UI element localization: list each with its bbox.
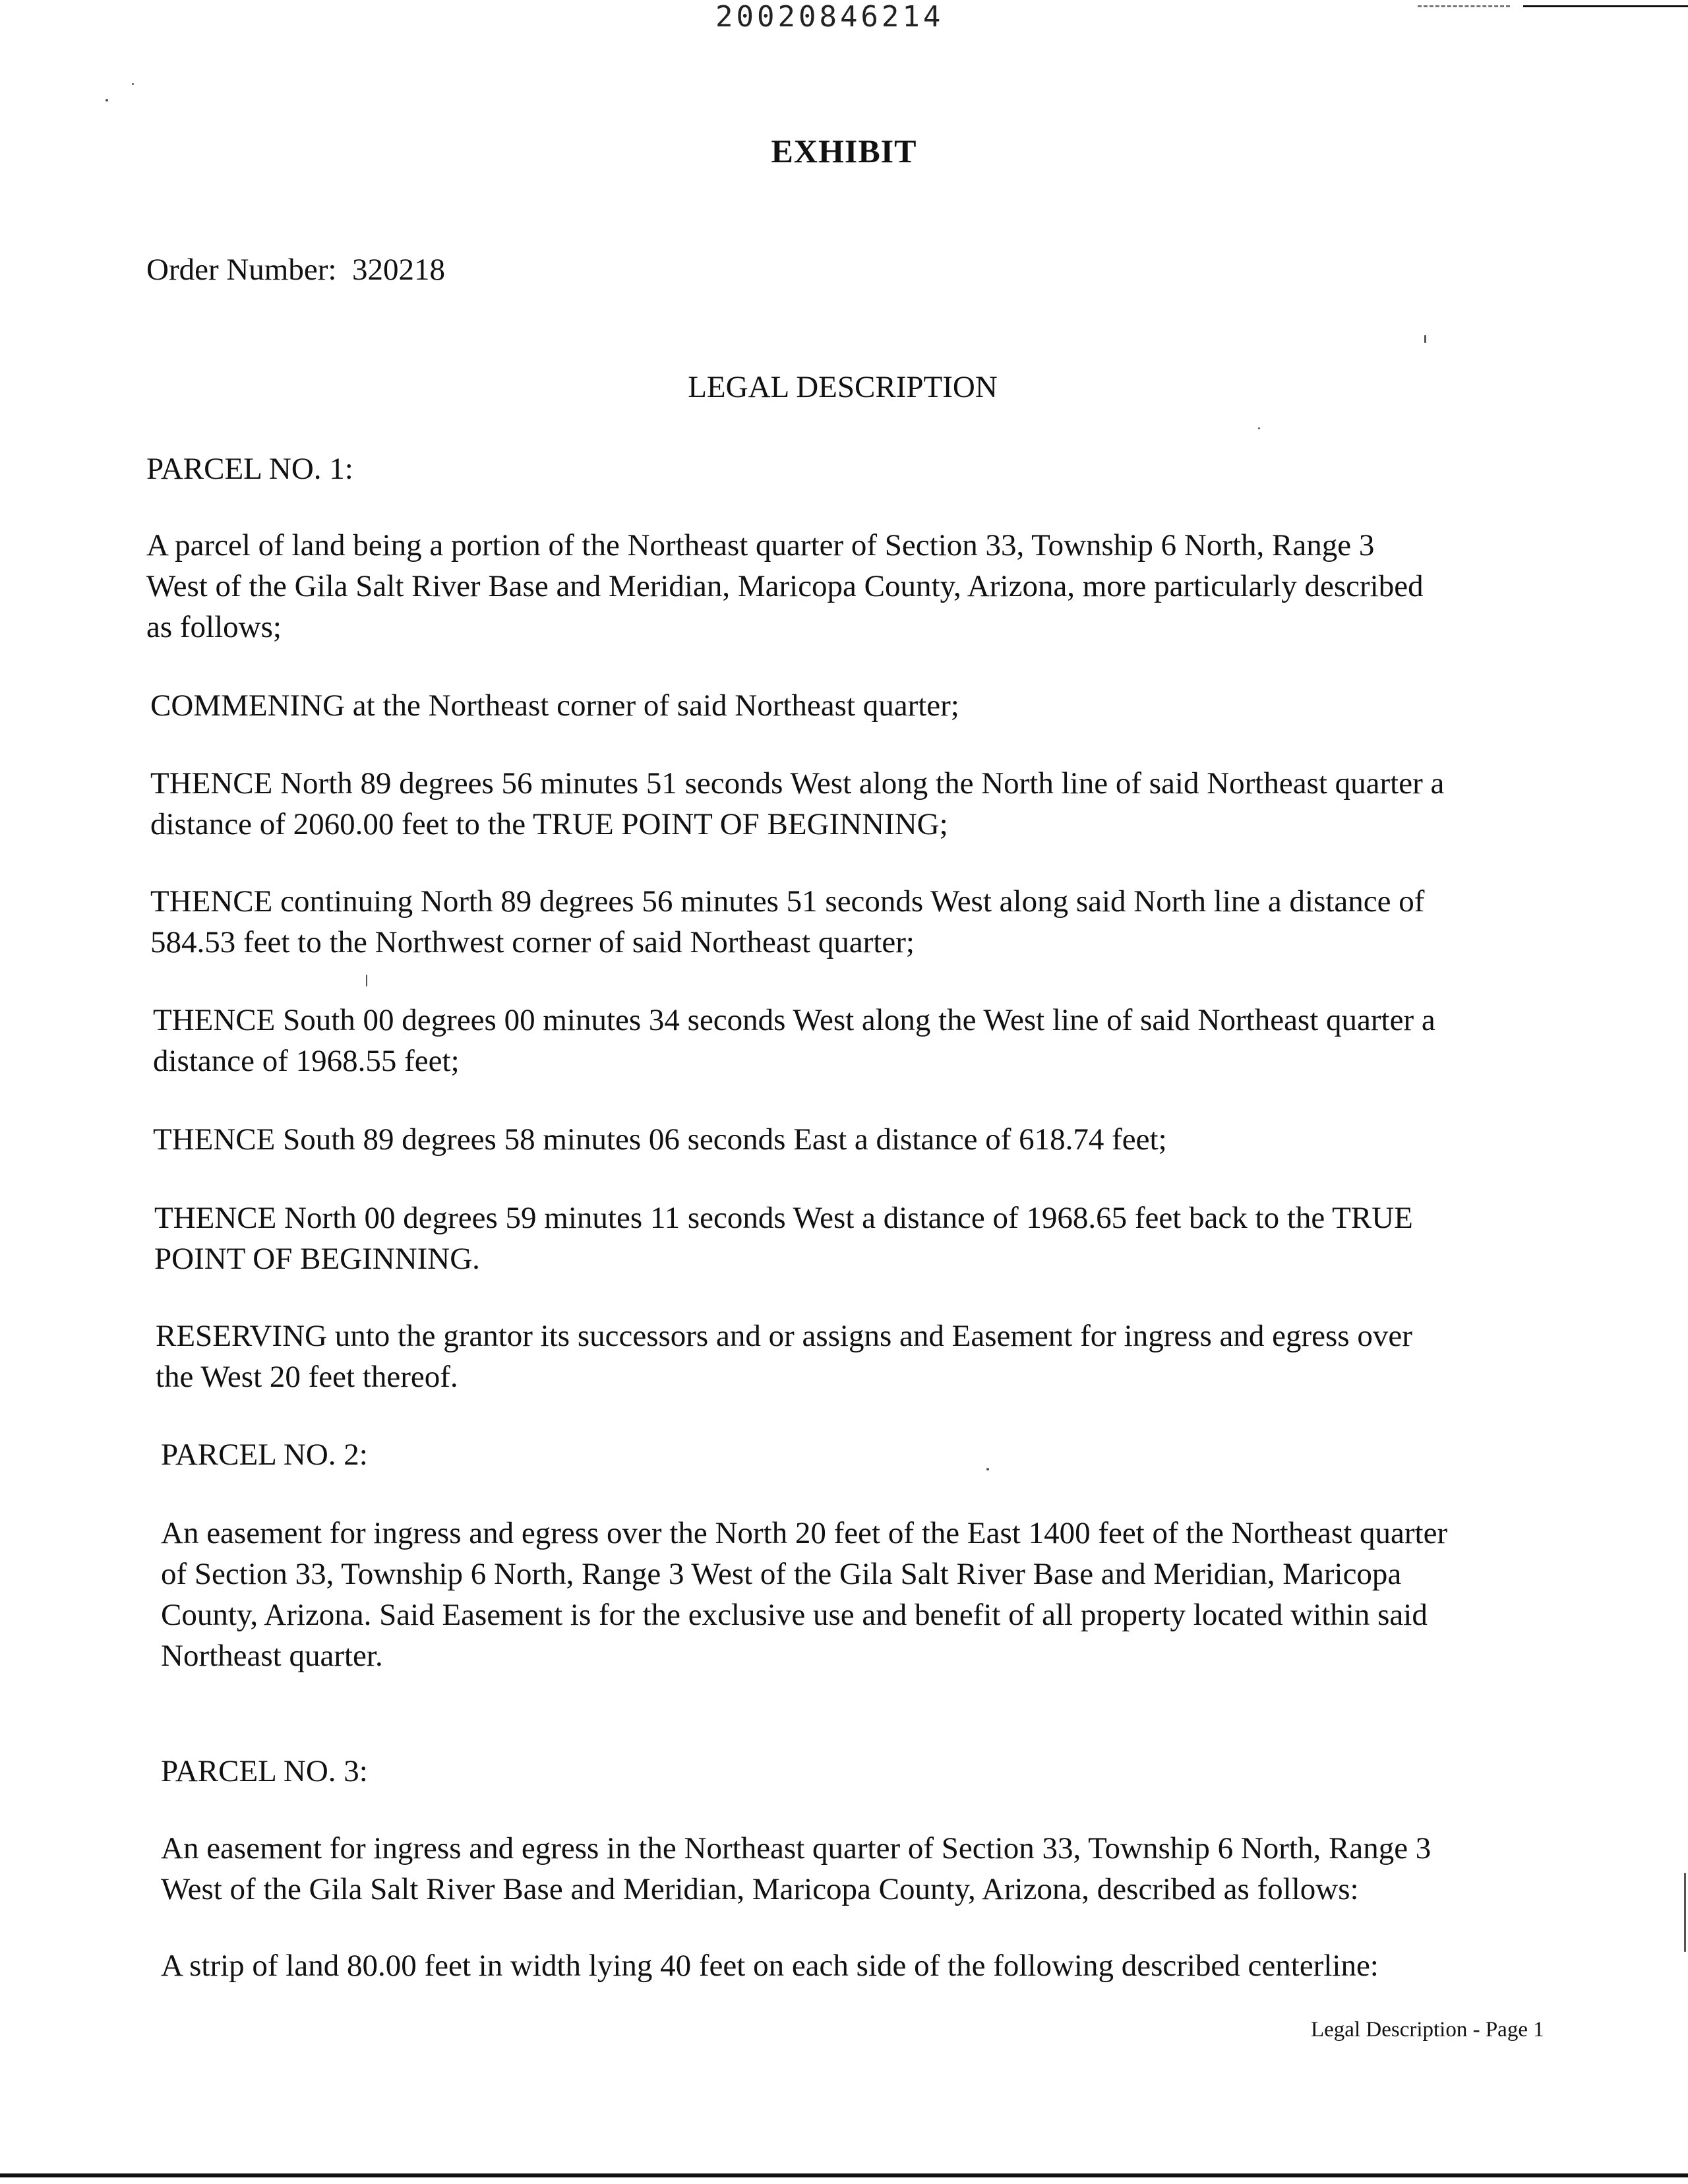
paragraph-line: THENCE North 89 degrees 56 minutes 51 seconds West along the North line of said Northeast quarter a	[150, 766, 1445, 801]
paragraph-line: of Section 33, Township 6 North, Range 3 West of the Gila Salt River Base and Meridian, Maricopa	[161, 1557, 1402, 1591]
paragraph-line: County, Arizona. Said Easement is for the exclusive use and benefit of all property located within said	[161, 1598, 1428, 1632]
legal-description-heading	[0, 369, 1688, 405]
parcel-1-thence-3	[153, 1000, 1435, 1081]
order-number	[146, 252, 445, 288]
paragraph-line: the West 20 feet thereof.	[156, 1360, 458, 1394]
scan-speck	[1258, 427, 1260, 429]
page-footer: Legal Description - Page 1	[1311, 2018, 1544, 2042]
paragraph-line: West of the Gila Salt River Base and Meridian, Maricopa County, Arizona, described as follows:	[161, 1872, 1359, 1906]
parcel-2-heading: PARCEL NO. 2:	[161, 1438, 368, 1472]
parcel-1-heading: PARCEL NO. 1:	[146, 452, 353, 486]
scan-speck	[1424, 335, 1426, 343]
paragraph-line: as follows;	[146, 610, 282, 644]
parcel-1-thence-4: THENCE South 89 degrees 58 minutes 06 seconds East a distance of 618.74 feet;	[153, 1122, 1167, 1157]
parcel-1-thence-5	[154, 1198, 1413, 1279]
scan-speck	[366, 975, 367, 986]
parcel-3-body	[161, 1828, 1431, 1910]
parcel-1-reserving	[156, 1316, 1412, 1397]
paragraph-line: distance of 1968.55 feet;	[153, 1044, 460, 1078]
top-dashed-rule	[1418, 5, 1510, 7]
document-number: 20020846214	[715, 0, 944, 34]
paragraph-line: A parcel of land being a portion of the Northeast quarter of Section 33, Township 6 North, Range 3	[146, 528, 1375, 562]
order-number-value: 320218	[351, 253, 445, 287]
paragraph-line: 584.53 feet to the Northwest corner of said Northeast quarter;	[150, 925, 915, 959]
paragraph-line: POINT OF BEGINNING.	[154, 1242, 480, 1276]
exhibit-title: EXHIBIT	[771, 133, 917, 169]
paragraph-line: An easement for ingress and egress over the North 20 feet of the East 1400 feet of the Northeast quarter	[161, 1516, 1448, 1550]
parcel-1-commencing: COMMENING at the Northeast corner of said Northeast quarter;	[150, 688, 959, 723]
parcel-1-intro	[146, 525, 1424, 648]
paragraph-line: THENCE South 00 degrees 00 minutes 34 seconds West along the West line of said Northeast quarter a	[153, 1003, 1435, 1037]
scan-speck	[132, 83, 134, 85]
paragraph-line: West of the Gila Salt River Base and Meridian, Maricopa County, Arizona, more particularly described	[146, 569, 1424, 603]
parcel-3-heading: PARCEL NO. 3:	[161, 1754, 368, 1788]
paragraph-line: distance of 2060.00 feet to the TRUE POINT OF BEGINNING;	[150, 807, 948, 841]
scan-speck	[1684, 1873, 1686, 1952]
legal-description-heading-text: LEGAL DESCRIPTION	[688, 370, 998, 404]
paragraph-line: Northeast quarter.	[161, 1639, 383, 1673]
bottom-rule	[0, 2173, 1688, 2177]
paragraph-line: RESERVING unto the grantor its successors and or assigns and Easement for ingress and egress over	[156, 1319, 1412, 1353]
parcel-2-body	[161, 1513, 1447, 1676]
parcel-1-thence-2	[150, 881, 1424, 963]
order-number-label: Order Number:	[146, 253, 337, 287]
parcel-3-strip: A strip of land 80.00 feet in width lying 40 feet on each side of the following described centerline:	[161, 1949, 1379, 1983]
scan-speck	[986, 1468, 989, 1471]
paragraph-line: An easement for ingress and egress in the Northeast quarter of Section 33, Township 6 North, Range 3	[161, 1831, 1432, 1866]
parcel-1-thence-1	[150, 763, 1444, 845]
paragraph-line: THENCE continuing North 89 degrees 56 minutes 51 seconds West along said North line a distance of	[150, 884, 1425, 919]
top-rule	[1523, 5, 1688, 7]
paragraph-line: THENCE North 00 degrees 59 minutes 11 seconds West a distance of 1968.65 feet back to the TRUE	[154, 1201, 1413, 1235]
scan-speck	[106, 99, 108, 102]
